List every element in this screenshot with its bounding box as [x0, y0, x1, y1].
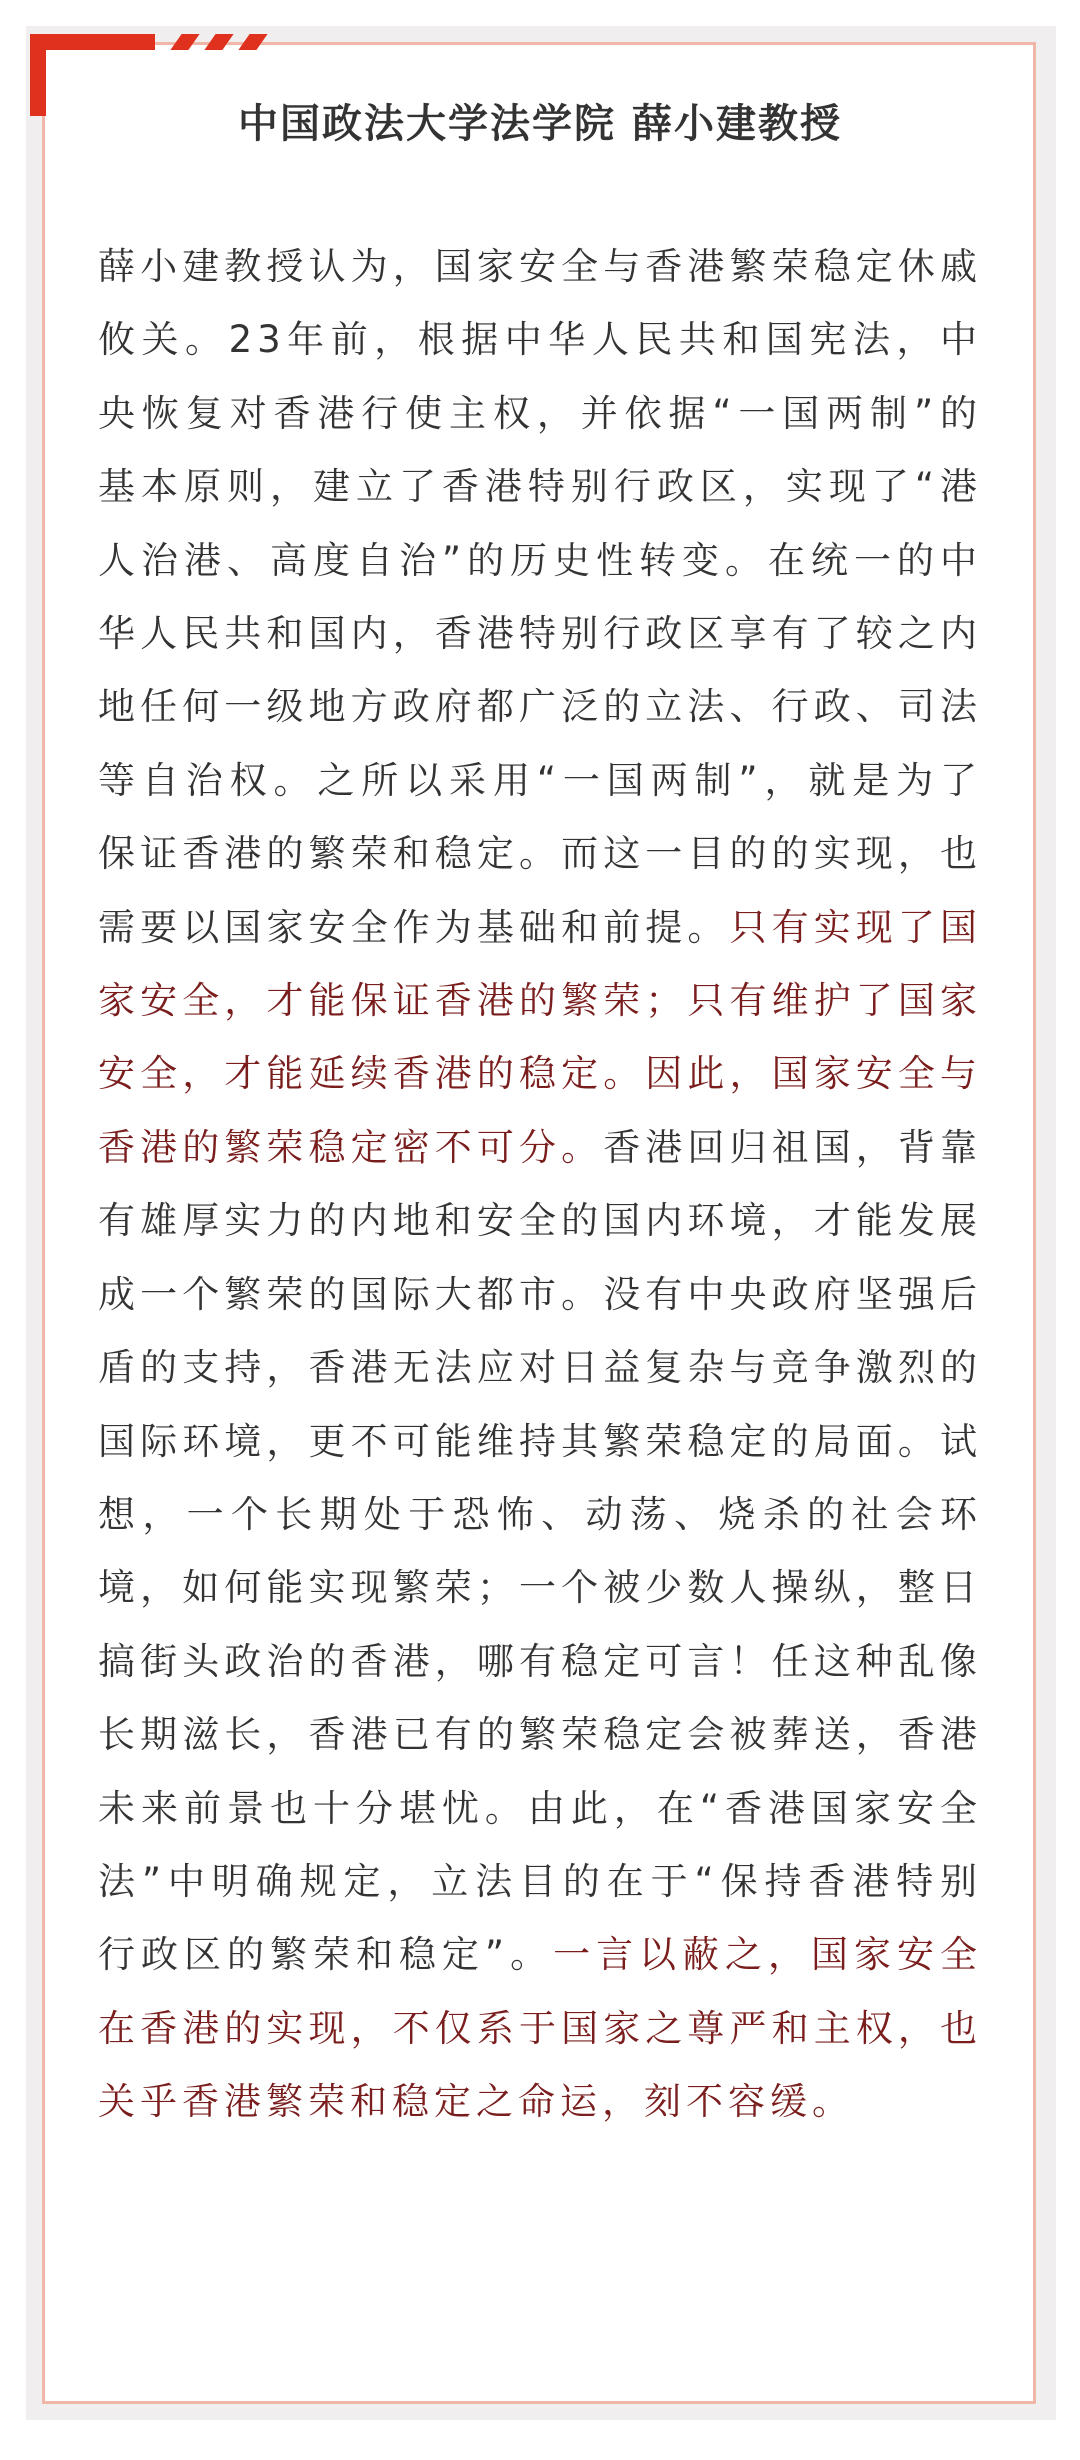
article-emphasis: 一言以蔽之，国家安全在香港的实现，不仅系于国家之尊严和主权，也关乎香港繁荣和稳定之命运，刻不容缓。: [98, 1933, 983, 2124]
stripe-mark: [238, 34, 267, 50]
page-title: 中国政法大学法学院 薛小建教授: [238, 101, 842, 147]
article-emphasis: 只有实现了国家安全，才能保证香港的繁荣；只有维护了国家安全，才能延续香港的稳定。因此，国家安全与香港的繁荣稳定密不可分。: [98, 905, 982, 1169]
article-text: 薛小建教授认为，国家安全与香港繁荣稳定休戚攸关。23年前，根据中华人民共和国宪法，中央恢复对香港行使主权，并依据“一国两制”的基本原则，建立了香港特别行政区，实现了“港人治港、高度自治”的历史性转变。在统一的中华人民共和国内，香港特别行政区享有了较之内地任何一级地方政府都广泛的立法、行政、司法等自治权。之所以采用“一国两制”，就是为了保证香港的繁荣和稳定。而这一目的的实现，也需要以国家安全作为基础和前提。: [98, 245, 982, 949]
article-text: 香港回归祖国，背靠有雄厚实力的内地和安全的国内环境，才能发展成一个繁荣的国际大都市。没有中央政府坚强后盾的支持，香港无法应对日益复杂与竞争激烈的国际环境，更不可能维持其繁荣稳定的局面。试想，一个长期处于恐怖、动荡、烧杀的社会环境，如何能实现繁荣；一个被少数人操纵，整日搞街头政治的香港，哪有稳定可言！任这种乱像长期滋长，香港已有的繁荣稳定会被葬送，香港未来前景也十分堪忧。由此，在“香港国家安全法”中明确规定，立法目的在于“保持香港特别行政区的繁荣和稳定”。: [98, 1125, 983, 1977]
article-body: [98, 230, 982, 2139]
stripe-mark: [204, 34, 233, 50]
stripe-decoration: [168, 34, 278, 50]
corner-decoration-horizontal: [30, 34, 155, 50]
stripe-mark: [170, 34, 199, 50]
